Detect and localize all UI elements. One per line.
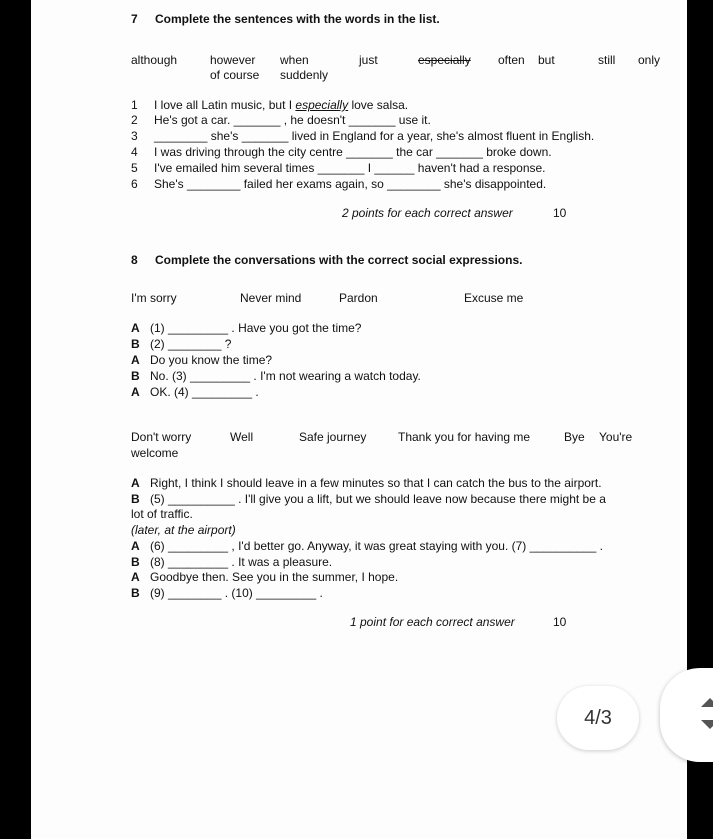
points-note: 1 point for each correct answer — [350, 615, 515, 629]
sentence: ________ she's _______ lived in England for a year, she's almost fluent in English. — [154, 129, 595, 143]
word: just — [359, 53, 378, 67]
speaker: A — [131, 353, 140, 367]
expression: Thank you for having me — [398, 430, 531, 444]
speaker: A — [131, 539, 140, 553]
sentence-number: 6 — [131, 177, 138, 191]
scroll-up-arrow-icon[interactable] — [701, 698, 713, 707]
sentence-number: 1 — [131, 98, 138, 112]
expression: I'm sorry — [131, 291, 177, 305]
sentence: She's ________ failed her exams again, so ________ she's disappointed. — [154, 177, 547, 191]
dialogue-line: OK. (4) _________ . — [150, 385, 259, 399]
speaker: B — [131, 492, 140, 506]
ex8-number: 8 — [131, 253, 138, 267]
expression: Pardon — [339, 291, 378, 305]
speaker: B — [131, 369, 140, 383]
sentence-text: love salsa. — [348, 98, 409, 112]
word: however — [210, 53, 256, 67]
dialogue-line: Right, I think I should leave in a few minutes so that I can catch the bus to the airport. — [150, 476, 602, 490]
dialogue-line: No. (3) _________ . I'm not wearing a watch today. — [150, 369, 421, 383]
speaker: B — [131, 586, 140, 600]
example-answer: especially — [295, 98, 349, 112]
points-note: 2 points for each correct answer — [342, 206, 513, 220]
stage-direction: (later, at the airport) — [131, 523, 236, 537]
dialogue-line: (1) _________ . Have you got the time? — [150, 321, 362, 335]
word: only — [638, 53, 661, 67]
scroll-down-arrow-icon[interactable] — [701, 720, 713, 729]
points-total: 10 — [553, 206, 567, 220]
expression: You're — [599, 430, 633, 444]
dialogue-line: lot of traffic. — [131, 507, 193, 521]
sentence — [154, 98, 408, 112]
dialogue-line: Goodbye then. See you in the summer, I hope. — [150, 570, 399, 584]
word: but — [538, 53, 555, 67]
dialogue-line: (9) ________ . (10) _________ . — [150, 586, 323, 600]
speaker: A — [131, 476, 140, 490]
expression: Don't worry — [131, 430, 192, 444]
page-indicator: 4/3 — [557, 686, 639, 750]
points-total: 10 — [553, 615, 567, 629]
speaker: A — [131, 321, 140, 335]
speaker: A — [131, 385, 140, 399]
ex8-title: Complete the conversations with the correct social expressions. — [155, 253, 523, 267]
ex7-number: 7 — [131, 12, 138, 26]
word: suddenly — [280, 68, 329, 82]
dialogue-line: Do you know the time? — [150, 353, 273, 367]
dialogue-line: (8) _________ . It was a pleasure. — [150, 555, 333, 569]
word: still — [598, 53, 616, 67]
sentence: I've emailed him several times _______ I ______ haven't had a response. — [154, 161, 546, 175]
sentence-number: 5 — [131, 161, 138, 175]
sentence-text: I love all Latin music, but I — [154, 98, 296, 112]
ex7-title: Complete the sentences with the words in the list. — [155, 12, 440, 26]
sentence: I was driving through the city centre _______ the car _______ broke down. — [154, 145, 552, 159]
dialogue-line: (5) __________ . I'll give you a lift, but we should leave now because there might be a — [150, 492, 606, 506]
expression: Never mind — [240, 291, 302, 305]
expression: Bye — [564, 430, 585, 444]
word: of course — [210, 68, 260, 82]
word: often — [498, 53, 525, 67]
expression: welcome — [131, 446, 179, 460]
speaker: A — [131, 570, 140, 584]
sentence-number: 2 — [131, 113, 138, 127]
word: when — [280, 53, 309, 67]
sentence: He's got a car. _______ , he doesn't _______ use it. — [154, 113, 431, 127]
speaker: B — [131, 337, 140, 351]
sentence-number: 3 — [131, 129, 138, 143]
expression: Safe journey — [299, 430, 367, 444]
expression: Excuse me — [464, 291, 524, 305]
dialogue-line: (6) _________ , I'd better go. Anyway, it was great staying with you. (7) __________ . — [150, 539, 604, 553]
sentence-number: 4 — [131, 145, 138, 159]
expression: Well — [230, 430, 254, 444]
dialogue-line: (2) ________ ? — [150, 337, 232, 351]
speaker: B — [131, 555, 140, 569]
word-used: especially — [418, 53, 471, 67]
word: although — [131, 53, 178, 67]
